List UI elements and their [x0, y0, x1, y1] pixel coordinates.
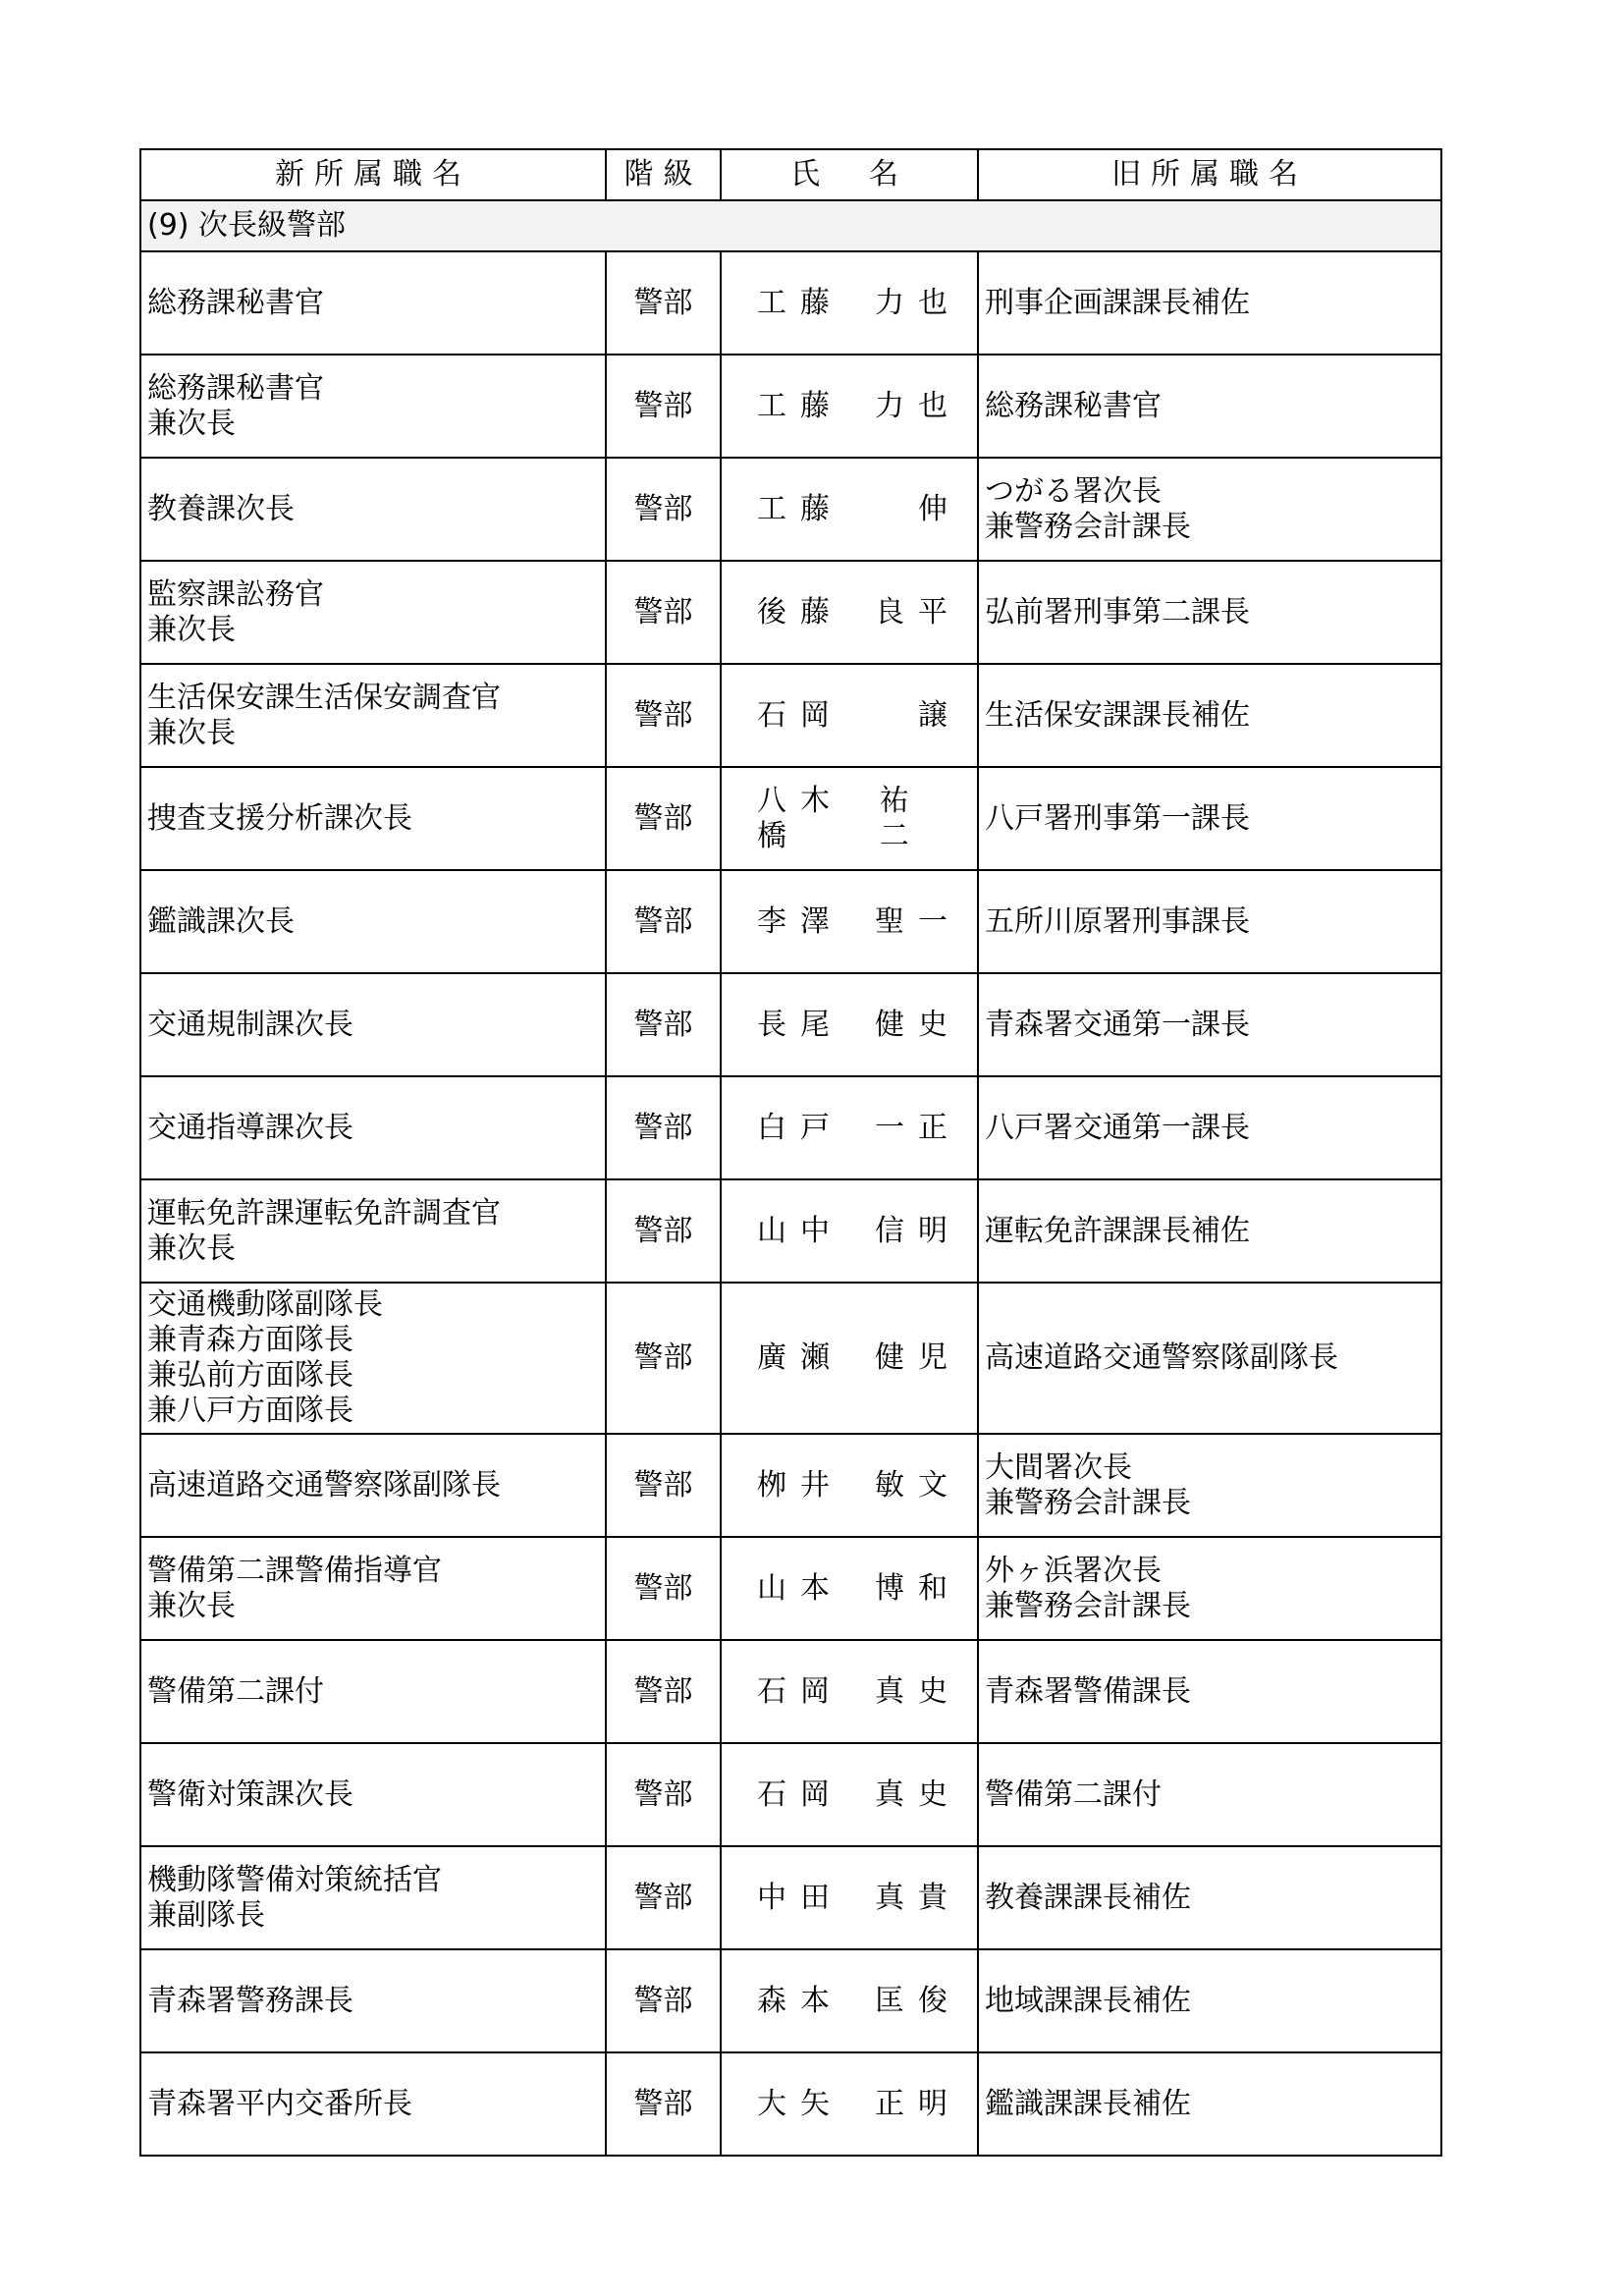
table-row [140, 973, 1441, 1076]
name-cell [721, 1640, 978, 1743]
rank-cell: 警部 [606, 664, 721, 767]
old-post-cell-line: つがる署次長 [985, 473, 1162, 509]
new-post-cell [140, 355, 606, 458]
given-name: 祐二 [879, 783, 923, 853]
given-name: 真貴 [875, 1880, 961, 1915]
old-post-cell [978, 1846, 1441, 1949]
new-post-cell-line: 兼副隊長 [147, 1897, 265, 1933]
given-name: 良平 [875, 594, 961, 629]
rank-cell: 警部 [606, 1537, 721, 1640]
new-post-cell-line: 青森署警務課長 [147, 1983, 353, 2018]
new-post-cell [140, 1846, 606, 1949]
old-post-cell-line: 鑑識課課長補佐 [985, 2086, 1191, 2121]
old-post-cell [978, 1076, 1441, 1179]
new-post-cell-line: 兼次長 [147, 1230, 236, 1266]
old-post-cell-line: 外ヶ浜署次長 [985, 1553, 1162, 1588]
new-post-cell [140, 1076, 606, 1179]
new-post-cell [140, 458, 606, 561]
new-post-cell-line: 運転免許課運転免許調査官 [147, 1195, 501, 1230]
given-name: 正明 [875, 2086, 961, 2121]
table-row [140, 1640, 1441, 1743]
old-post-cell [978, 1949, 1441, 2052]
new-post-cell-line: 交通指導課次長 [147, 1110, 353, 1145]
rank-cell: 警部 [606, 973, 721, 1076]
name-cell [721, 1434, 978, 1537]
new-post-cell-line: 機動隊警備対策統括官 [147, 1862, 442, 1897]
old-post-cell [978, 1434, 1441, 1537]
name-cell [721, 767, 978, 870]
table-row [140, 2052, 1441, 2156]
new-post-cell-line: 総務課秘書官 [147, 285, 324, 320]
new-post-cell [140, 1537, 606, 1640]
given-name: 聖一 [875, 903, 961, 939]
rank-cell: 警部 [606, 561, 721, 664]
new-post-cell-line: 兼弘前方面隊長 [147, 1358, 353, 1393]
old-post-cell [978, 355, 1441, 458]
family-name: 長尾 [757, 1007, 843, 1042]
name-wrapper [757, 1983, 961, 2019]
name-cell [721, 458, 978, 561]
name-wrapper [757, 1213, 961, 1249]
family-name: 石岡 [757, 1673, 843, 1709]
given-name: 力也 [875, 285, 961, 320]
rank-cell: 警部 [606, 1434, 721, 1537]
old-post-cell-line: 教養課課長補佐 [985, 1880, 1191, 1915]
old-post-cell-line: 八戸署刑事第一課長 [985, 800, 1250, 836]
old-post-cell-line: 運転免許課課長補佐 [985, 1213, 1250, 1248]
old-post-cell-line: 高速道路交通警察隊副隊長 [985, 1340, 1338, 1375]
table-row [140, 1076, 1441, 1179]
table-row [140, 1949, 1441, 2052]
section-title: (9) 次長級警部 [140, 200, 1441, 251]
rank-cell: 警部 [606, 1179, 721, 1283]
given-name: 譲 [918, 697, 961, 733]
new-post-cell [140, 1179, 606, 1283]
old-post-cell-line: 刑事企画課課長補佐 [985, 285, 1250, 320]
old-post-cell [978, 1179, 1441, 1283]
name-cell [721, 561, 978, 664]
name-wrapper [757, 1777, 961, 1813]
old-post-cell-line: 大間署次長 [985, 1449, 1132, 1485]
old-post-cell-line: 警備第二課付 [985, 1777, 1162, 1812]
family-name: 工藤 [757, 388, 843, 423]
name-cell [721, 1179, 978, 1283]
table-body [140, 200, 1441, 2156]
table-row [140, 458, 1441, 561]
given-name: 信明 [875, 1213, 961, 1248]
section-row [140, 200, 1441, 251]
family-name: 石岡 [757, 1777, 843, 1812]
old-post-cell [978, 1537, 1441, 1640]
given-name: 伸 [918, 491, 961, 526]
new-post-cell-line: 交通機動隊副隊長 [147, 1287, 383, 1322]
given-name: 匡俊 [875, 1983, 961, 2018]
new-post-cell [140, 870, 606, 973]
new-post-cell-line: 監察課訟務官 [147, 576, 324, 612]
given-name: 真史 [875, 1777, 961, 1812]
new-post-cell-line: 兼青森方面隊長 [147, 1323, 353, 1357]
name-cell [721, 2052, 978, 2156]
personnel-table [139, 148, 1442, 2157]
given-name: 博和 [875, 1570, 961, 1606]
new-post-cell [140, 1949, 606, 2052]
personnel-sheet [139, 148, 1440, 2157]
family-name: 石岡 [757, 697, 843, 733]
new-post-cell-line: 兼次長 [147, 612, 236, 647]
name-cell [721, 1283, 978, 1434]
new-post-cell [140, 1283, 606, 1434]
old-post-cell [978, 2052, 1441, 2156]
new-post-cell [140, 1743, 606, 1846]
table-row [140, 1434, 1441, 1537]
old-post-cell [978, 458, 1441, 561]
name-cell [721, 1846, 978, 1949]
old-post-cell [978, 767, 1441, 870]
new-post-cell [140, 1434, 606, 1537]
new-post-cell-line: 警備第二課付 [147, 1673, 324, 1709]
old-post-cell-line: 青森署警備課長 [985, 1673, 1191, 1709]
table-row [140, 767, 1441, 870]
new-post-cell-line: 教養課次長 [147, 491, 295, 526]
rank-cell: 警部 [606, 1283, 721, 1434]
table-row [140, 1743, 1441, 1846]
family-name: 栁井 [757, 1467, 843, 1503]
name-wrapper [757, 784, 947, 854]
old-post-cell [978, 561, 1441, 664]
old-post-cell [978, 973, 1441, 1076]
new-post-cell [140, 664, 606, 767]
old-post-cell [978, 1743, 1441, 1846]
new-post-cell [140, 2052, 606, 2156]
name-wrapper [757, 388, 961, 424]
new-post-cell [140, 973, 606, 1076]
header-name: 氏 名 [721, 149, 978, 200]
new-post-cell-line: 鑑識課次長 [147, 903, 295, 939]
header-new-post: 新所属職名 [140, 149, 606, 200]
rank-cell: 警部 [606, 767, 721, 870]
family-name: 八木橋 [757, 783, 843, 853]
name-cell [721, 1537, 978, 1640]
family-name: 廣瀬 [757, 1340, 843, 1375]
table-row [140, 1537, 1441, 1640]
family-name: 山中 [757, 1213, 843, 1248]
old-post-cell [978, 1640, 1441, 1743]
rank-cell: 警部 [606, 458, 721, 561]
table-row [140, 664, 1441, 767]
rank-cell: 警部 [606, 870, 721, 973]
rank-cell: 警部 [606, 251, 721, 355]
rank-cell: 警部 [606, 1846, 721, 1949]
rank-cell: 警部 [606, 1949, 721, 2052]
new-post-cell-line: 生活保安課生活保安調査官 [147, 680, 501, 715]
name-wrapper [757, 594, 961, 630]
table-row [140, 251, 1441, 355]
given-name: 真史 [875, 1673, 961, 1709]
table-row [140, 1846, 1441, 1949]
new-post-cell-line: 交通規制課次長 [147, 1007, 353, 1042]
new-post-cell-line: 総務課秘書官 [147, 370, 324, 406]
rank-cell: 警部 [606, 1743, 721, 1846]
old-post-cell-line: 兼警務会計課長 [985, 509, 1191, 544]
header-row [140, 149, 1441, 200]
name-wrapper [757, 1110, 961, 1146]
new-post-cell-line: 捜査支援分析課次長 [147, 800, 412, 836]
name-cell [721, 1743, 978, 1846]
old-post-cell [978, 251, 1441, 355]
name-wrapper [757, 1570, 961, 1607]
family-name: 後藤 [757, 594, 843, 629]
name-wrapper [757, 1340, 961, 1376]
header-old-post: 旧所属職名 [978, 149, 1441, 200]
given-name: 一正 [875, 1110, 961, 1145]
name-wrapper [757, 903, 961, 940]
rank-cell: 警部 [606, 1076, 721, 1179]
table-row [140, 561, 1441, 664]
new-post-cell [140, 1640, 606, 1743]
name-cell [721, 1076, 978, 1179]
name-wrapper [757, 491, 961, 527]
old-post-cell [978, 664, 1441, 767]
name-cell [721, 355, 978, 458]
table-row [140, 355, 1441, 458]
new-post-cell-line: 警備第二課警備指導官 [147, 1553, 442, 1588]
old-post-cell [978, 1283, 1441, 1434]
new-post-cell [140, 251, 606, 355]
name-wrapper [757, 1467, 961, 1503]
old-post-cell-line: 総務課秘書官 [985, 388, 1162, 423]
table-row [140, 1283, 1441, 1434]
name-wrapper [757, 1007, 961, 1043]
name-cell [721, 1949, 978, 2052]
name-wrapper [757, 285, 961, 321]
header-rank: 階級 [606, 149, 721, 200]
given-name: 敏文 [875, 1467, 961, 1503]
old-post-cell [978, 870, 1441, 973]
old-post-cell-line: 五所川原署刑事課長 [985, 903, 1250, 939]
rank-cell: 警部 [606, 1640, 721, 1743]
rank-cell: 警部 [606, 355, 721, 458]
new-post-cell-line: 兼八戸方面隊長 [147, 1394, 353, 1428]
family-name: 山本 [757, 1570, 843, 1606]
rank-cell: 警部 [606, 2052, 721, 2156]
new-post-cell [140, 767, 606, 870]
old-post-cell-line: 地域課課長補佐 [985, 1983, 1191, 2018]
new-post-cell-line: 高速道路交通警察隊副隊長 [147, 1467, 501, 1503]
new-post-cell-line: 兼次長 [147, 406, 236, 441]
family-name: 中田 [757, 1880, 843, 1915]
family-name: 白戸 [757, 1110, 843, 1145]
given-name: 力也 [875, 388, 961, 423]
name-wrapper [757, 1880, 961, 1916]
name-wrapper [757, 2086, 961, 2122]
new-post-cell-line: 青森署平内交番所長 [147, 2086, 412, 2121]
old-post-cell-line: 八戸署交通第一課長 [985, 1110, 1250, 1145]
table-row [140, 1179, 1441, 1283]
name-cell [721, 870, 978, 973]
old-post-cell-line: 青森署交通第一課長 [985, 1007, 1250, 1042]
new-post-cell-line: 警衛対策課次長 [147, 1777, 353, 1812]
old-post-cell-line: 兼警務会計課長 [985, 1485, 1191, 1520]
old-post-cell-line: 弘前署刑事第二課長 [985, 594, 1250, 629]
given-name: 健史 [875, 1007, 961, 1042]
new-post-cell-line: 兼次長 [147, 1588, 236, 1623]
name-cell [721, 251, 978, 355]
family-name: 工藤 [757, 285, 843, 320]
new-post-cell-line: 兼次長 [147, 715, 236, 750]
given-name: 健児 [875, 1340, 961, 1375]
old-post-cell-line: 兼警務会計課長 [985, 1588, 1191, 1623]
old-post-cell-line: 生活保安課課長補佐 [985, 697, 1250, 733]
family-name: 森本 [757, 1983, 843, 2018]
family-name: 李澤 [757, 903, 843, 939]
table-row [140, 870, 1441, 973]
name-cell [721, 664, 978, 767]
family-name: 工藤 [757, 491, 843, 526]
new-post-cell [140, 561, 606, 664]
family-name: 大矢 [757, 2086, 843, 2121]
name-wrapper [757, 1673, 961, 1710]
name-wrapper [757, 697, 961, 734]
name-cell [721, 973, 978, 1076]
